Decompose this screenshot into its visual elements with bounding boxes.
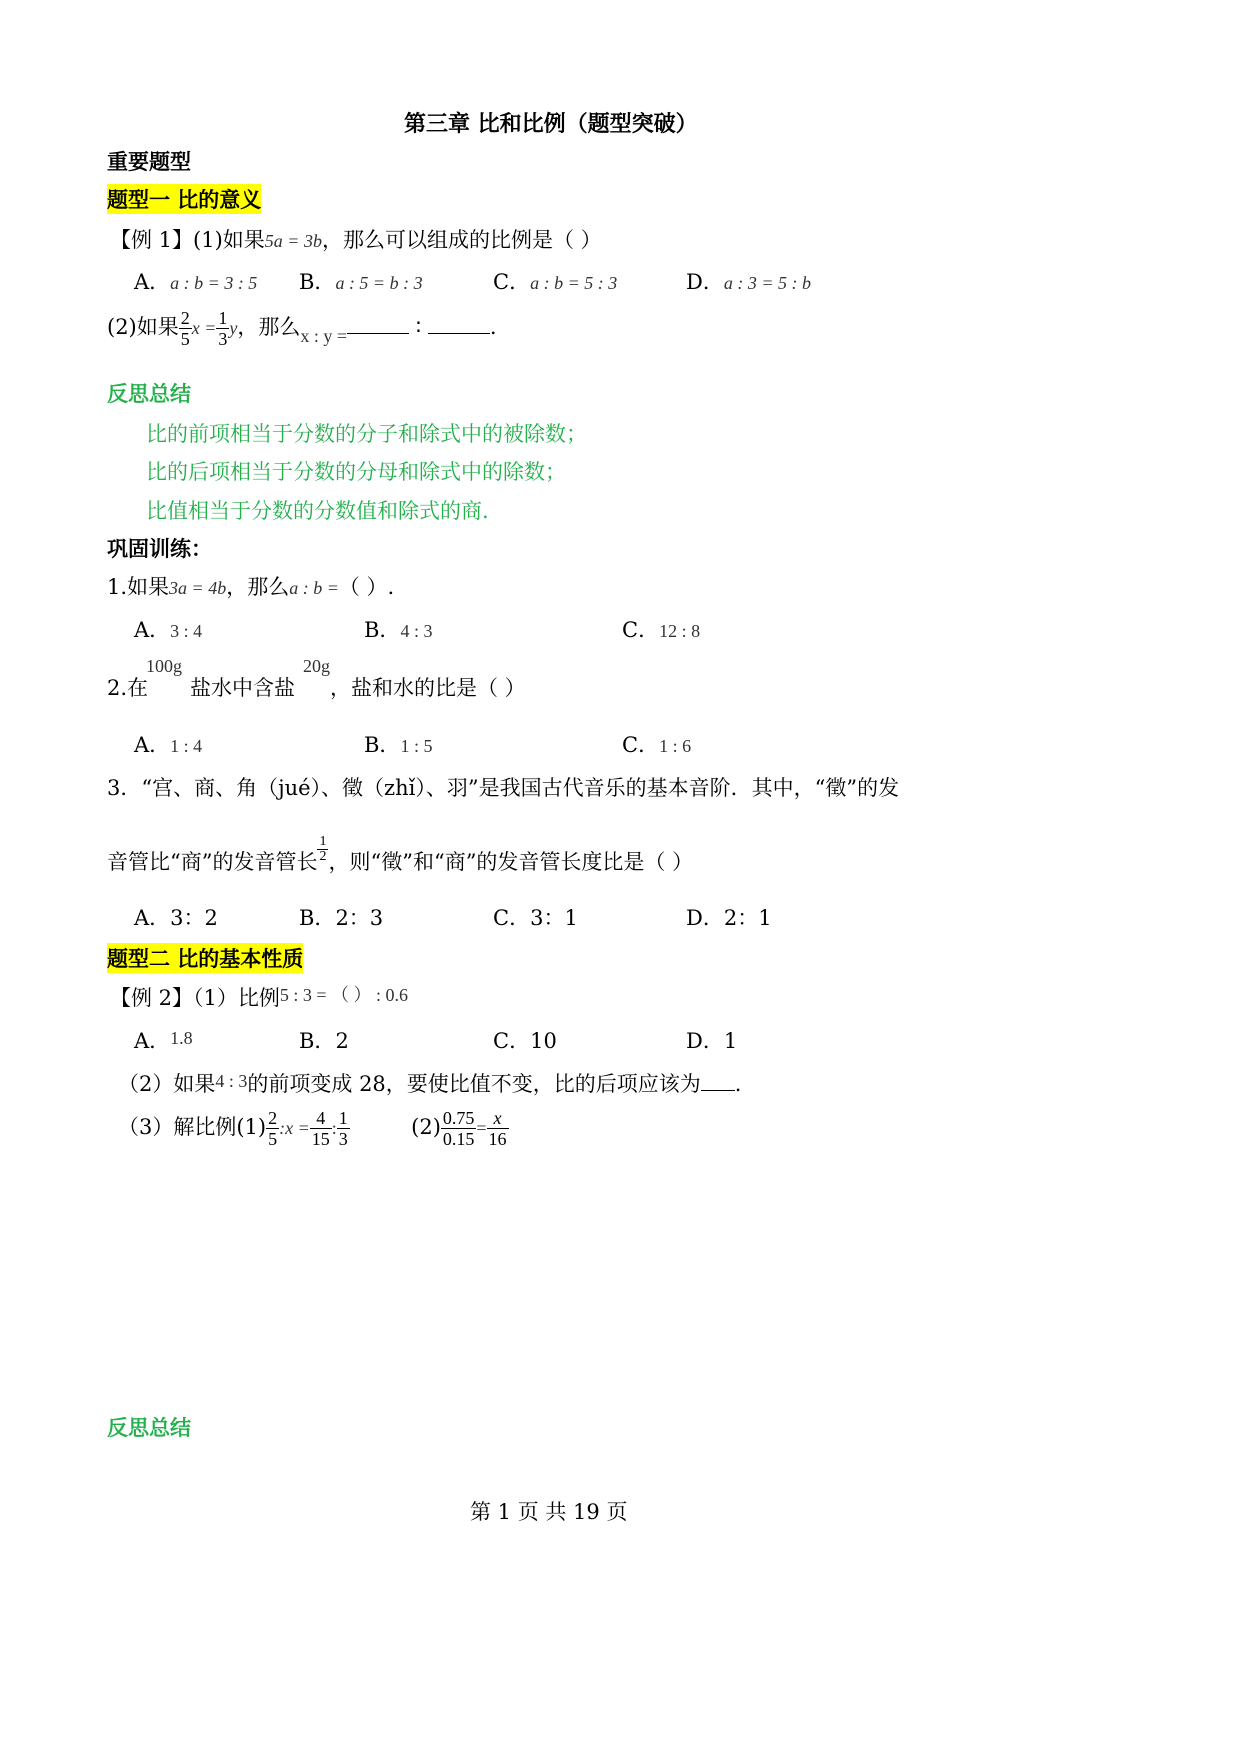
- q2-option-c: C．1 : 6: [622, 733, 692, 757]
- fraction: $\frac{1}{3}$: [218, 308, 228, 349]
- reflection-line: 比的后项相当于分数的分母和除式中的除数；: [146, 460, 566, 484]
- example2-option-b: B．2: [299, 1029, 349, 1053]
- practice-heading: 巩固训练：: [107, 537, 212, 561]
- q2-amount-1: 100g: [146, 656, 182, 676]
- q1-option-c: C．12 : 8: [622, 618, 701, 642]
- example2-option-c: C．10: [493, 1029, 557, 1053]
- q2-amount-2: 20g: [303, 656, 330, 676]
- fraction: $\frac{1}{3}$: [338, 1108, 348, 1149]
- fraction: $\frac{0.75}{0.15}$: [442, 1108, 475, 1149]
- q3-option-a: A．3：2: [134, 906, 218, 930]
- q2-option-b: B．1 : 5: [364, 733, 433, 757]
- answer-blank[interactable]: [347, 315, 409, 334]
- equation: 5a = 3b: [264, 231, 322, 251]
- reflection-line: 比值相当于分数的分数值和除式的商.: [146, 499, 489, 523]
- example1-option-c: C．a : b = 5 : 3: [493, 270, 618, 294]
- fraction: $\frac{1}{2}$: [319, 834, 327, 864]
- section-heading: 重要题型: [107, 150, 191, 174]
- fraction: $\frac{2}{5}$: [268, 1108, 278, 1149]
- example1-option-a: A．a : b = 3 : 5: [134, 270, 258, 294]
- page-title: 第三章 比和比例（题型突破）: [404, 112, 698, 137]
- q2-text-end: ，盐和水的比是（ ）: [330, 676, 526, 700]
- q3-option-d: D．2：1: [686, 906, 772, 930]
- question-3-line-2: 音管比“商”的发音管长 $\frac{1}{2}$ ，则“徵”和“商”的发音管长度比是（ ）: [107, 834, 694, 874]
- answer-blank[interactable]: [428, 315, 490, 334]
- example2-option-d: D．1: [686, 1029, 738, 1053]
- example2-part2: （2）如果4 : 3的前项变成 28，要使比值不变，比的后项应该为 .: [118, 1071, 742, 1096]
- question-1: 1.如果3a = 4b，那么a : b =（ ）.: [107, 575, 395, 599]
- example1-question: 【例 1】(1)如果5a = 3b，那么可以组成的比例是（ ）: [110, 228, 602, 252]
- q2-text-mid: 盐水中含盐: [190, 676, 295, 700]
- type2-heading: 题型二 比的基本性质: [107, 943, 303, 973]
- fraction: $\frac{x}{16}$: [488, 1108, 507, 1149]
- example1-part2: (2)如果 $\frac{2}{5}$ x = $\frac{1}{3}$ y，那么x : y = ∶ .: [107, 308, 497, 349]
- question-2: 2.在: [107, 676, 149, 700]
- reflection-line: 比的前项相当于分数的分子和除式中的被除数；: [146, 422, 587, 446]
- q1-option-a: A．3 : 4: [134, 618, 203, 642]
- reflection-heading-1: 反思总结: [107, 382, 191, 406]
- q3-option-b: B．2：3: [299, 906, 384, 930]
- example2-option-a: A．1.8: [134, 1028, 193, 1053]
- type1-heading: 题型一 比的意义: [107, 184, 261, 214]
- example1-option-b: B．a : 5 = b : 3: [299, 270, 423, 294]
- example2-part3: （3）解比例(1) $\frac{2}{5}$ :x = $\frac{4}{15}$ : $\frac{1}{3}$ (2) $\frac{0.75}{0.15}$ = $\frac{x}{16}$: [118, 1108, 507, 1149]
- example1-option-d: D．a : 3 = 5 : b: [686, 270, 811, 294]
- q2-option-a: A．1 : 4: [134, 733, 203, 757]
- q3-option-c: C．3：1: [493, 906, 578, 930]
- page-footer: 第 1 页 共 19 页: [470, 1500, 628, 1524]
- reflection-heading-2: 反思总结: [107, 1416, 191, 1440]
- question-3-line-1: 3．“宫、商、角（jué）、徵（zhǐ）、羽”是我国古代音乐的基本音阶．其中，“徵”的发: [107, 776, 900, 800]
- example2-question: 【例 2】（1）比例5 : 3 = （ ） : 0.6: [110, 985, 409, 1010]
- q1-option-b: B．4 : 3: [364, 618, 433, 642]
- fraction: $\frac{4}{15}$: [311, 1108, 330, 1149]
- fraction: $\frac{2}{5}$: [180, 308, 190, 349]
- answer-blank[interactable]: [701, 1072, 735, 1091]
